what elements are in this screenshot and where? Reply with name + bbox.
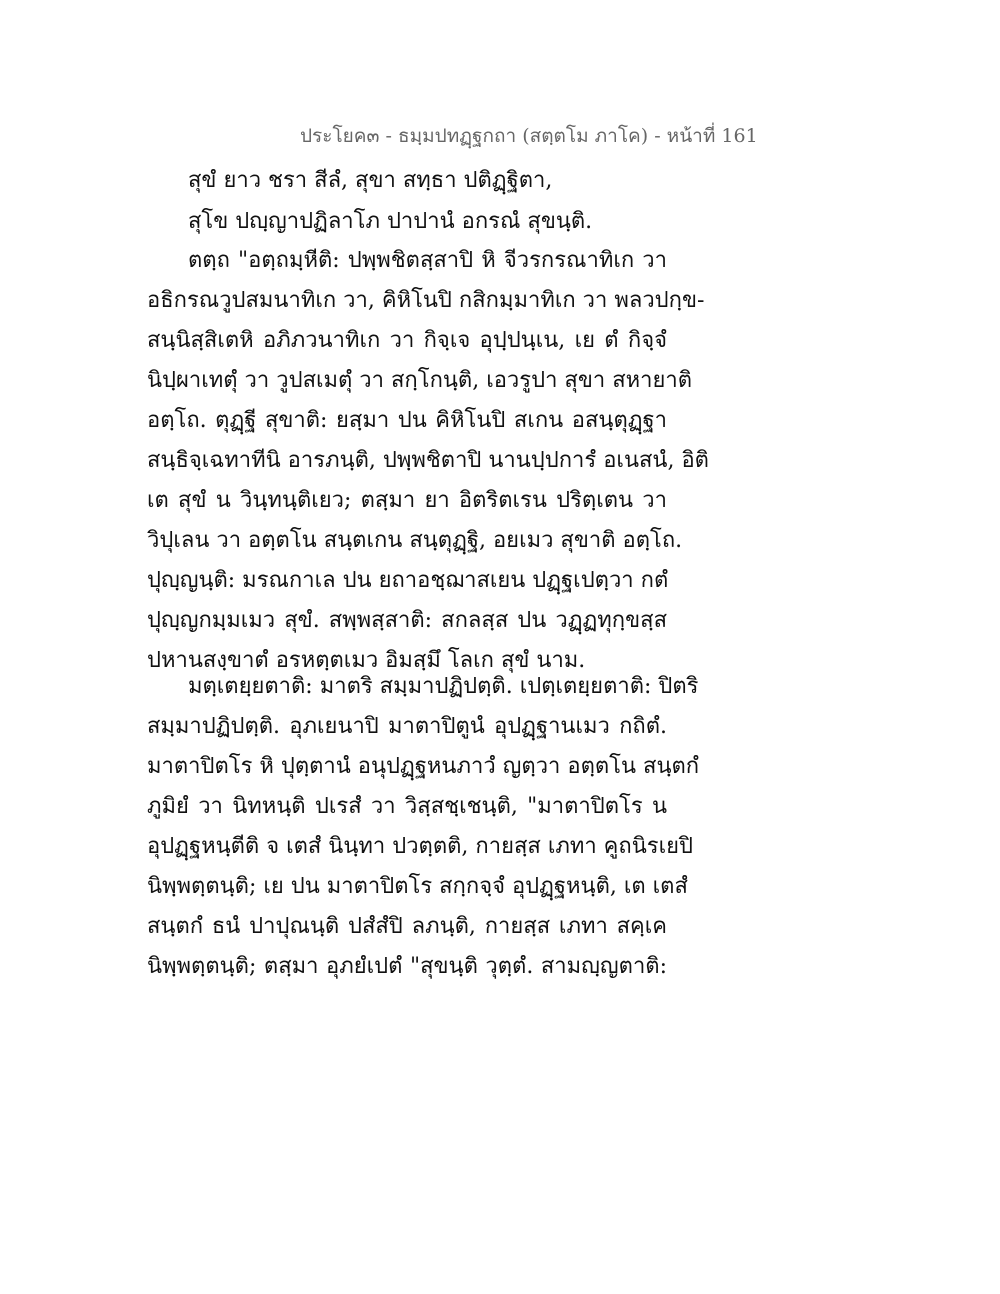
paragraph-line: สนฺธิจฺเฉทาทีนิ อารภนฺติ, ปพฺพชิตาปิ นานปฺปการํ อเนสนํ, อิติ <box>147 448 709 473</box>
paragraph-line: อุปฏฺฐหนฺตีติ จ เตสํ นินฺทา ปวตฺตติ, กายสฺส เภทา คูถนิรเยปิ <box>147 834 693 859</box>
paragraph-line: นิปฺผาเทตุํ วา วูปสเมตุํ วา สกฺโกนฺติ, เอวรูปา สุขา สหายาติ <box>147 368 693 393</box>
paragraph-line: เต สุขํ น วินฺทนฺติเยว; ตสฺมา ยา อิตริตเรน ปริตฺเตน วา <box>147 488 667 513</box>
paragraph-line: มาตาปิตโร หิ ปุตฺตานํ อนุปฏฺฐหนภาวํ ญตฺวา อตฺตโน สนฺตกํ <box>147 754 700 779</box>
running-header: ประโยค๓ - ธมฺมปทฏฺฐกถา (สตฺตโม ภาโค) - หน้าที่ 161 <box>300 125 758 147</box>
paragraph-line: อธิกรณวูปสมนาทิเก วา, คิหิโนปิ กสิกมฺมาทิเก วา พลวปกฺข- <box>147 288 705 313</box>
paragraph-line: ปุญฺญกมฺมเมว สุขํ. สพฺพสฺสาติ: สกลสฺส ปน วฏฺฏทุกฺขสฺส <box>147 608 667 633</box>
paragraph-line: ภูมิยํ วา นิทหนฺติ ปเรสํ วา วิสฺสชฺเชนฺติ, "มาตาปิตโร น <box>147 794 667 819</box>
paragraph-1 <box>147 241 709 681</box>
paragraph-line: ปหานสงฺขาตํ อรหตฺตเมว อิมสฺมึ โลเก สุขํ นาม. <box>147 648 586 673</box>
paragraph-line: มตฺเตยฺยตาติ: มาตริ สมฺมาปฏิปตฺติ. เปตฺเตยฺยตาติ: ปิตริ <box>188 674 699 699</box>
paragraph-line: นิพฺพตฺตนฺติ; เย ปน มาตาปิตโร สกฺกจฺจํ อุปฏฺฐหนฺติ, เต เตสํ <box>147 874 688 899</box>
paragraph-line: ตตฺถ "อตฺถมฺหีติ: ปพฺพชิตสฺสาปิ หิ จีวรกรณาทิเก วา <box>188 248 667 273</box>
paragraph-line: สนฺนิสฺสิเตหิ อภิภวนาทิเก วา กิจฺเจ อุปฺปนฺเน, เย ตํ กิจฺจํ <box>147 328 667 353</box>
verse-line-2: สุโข ปญฺญาปฏิลาโภ ปาปานํ อกรณํ สุขนฺติ. <box>188 209 593 234</box>
paragraph-line: อตฺโถ. ตุฏฺฐี สุขาติ: ยสฺมา ปน คิหิโนปิ สเกน อสนฺตุฏฺฐา <box>147 408 667 433</box>
paragraph-line: นิพฺพตฺตนฺติ; ตสฺมา อุภยํเปตํ "สุขนฺติ วุตฺตํ. สามญฺญตาติ: <box>147 954 667 979</box>
paragraph-line: สมฺมาปฏิปตฺติ. อุภเยนาปิ มาตาปิตูนํ อุปฏฺฐานเมว กถิตํ. <box>147 714 667 739</box>
verse-line-1: สุขํ ยาว ชรา สีลํ, สุขา สทฺธา ปติฏฺฐิตา, <box>188 168 553 193</box>
paragraph-2 <box>147 667 700 987</box>
paragraph-line: ปุญฺญนฺติ: มรณกาเล ปน ยถาอชฺฌาสเยน ปฏฺฐเปตฺวา กตํ <box>147 568 669 593</box>
paragraph-line: วิปุเลน วา อตฺตโน สนฺตเกน สนฺตุฏฺฐิ, อยเมว สุขาติ อตฺโถ. <box>147 528 683 553</box>
paragraph-line: สนฺตกํ ธนํ ปาปุณนฺติ ปสํสํปิ ลภนฺติ, กายสฺส เภทา สคฺเค <box>147 914 667 939</box>
